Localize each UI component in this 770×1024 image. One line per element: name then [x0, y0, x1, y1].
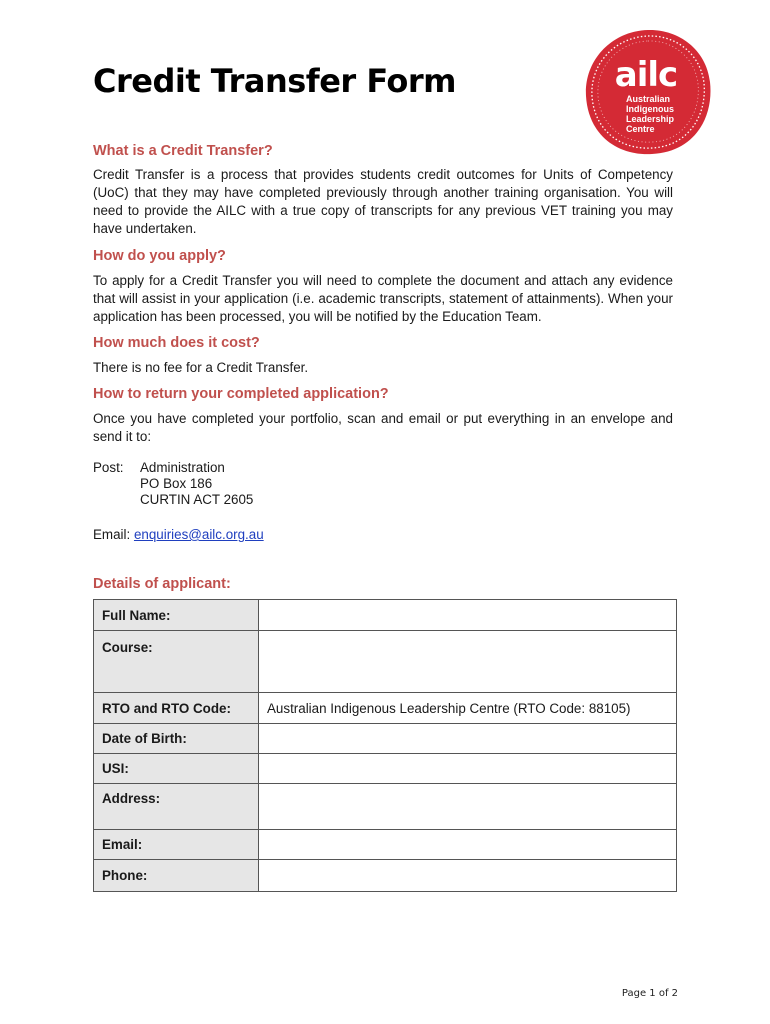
logo-brand: ailc — [614, 55, 678, 95]
paragraph-what-is: Credit Transfer is a process that provides students credit outcomes for Units of Competency (UoC) that they may have completed previously through another training organisation. You will need to provide the AILC with a true copy of transcripts for any previous VET training you may have undertaken. — [93, 167, 673, 236]
paragraph-cost: There is no fee for a Credit Transfer. — [93, 360, 309, 375]
usi-field[interactable] — [259, 754, 677, 784]
table-row — [94, 784, 677, 830]
email-field[interactable] — [259, 830, 677, 860]
rto-field: Australian Indigenous Leadership Centre (RTO Code: 88105) — [259, 693, 677, 724]
heading-how-apply: How do you apply? — [93, 248, 226, 264]
address-line-1: Administration — [140, 460, 225, 475]
logo-line1: Australian — [626, 94, 671, 104]
table-row — [94, 860, 677, 892]
phone-field[interactable] — [259, 860, 677, 892]
page-title: Credit Transfer Form — [93, 62, 457, 100]
table-row — [94, 724, 677, 754]
rto-label: RTO and RTO Code: — [94, 693, 259, 724]
heading-what-is: What is a Credit Transfer? — [93, 143, 273, 159]
dob-label: Date of Birth: — [94, 724, 259, 754]
email-label: Email: — [93, 527, 131, 542]
table-row — [94, 830, 677, 860]
address-field[interactable] — [259, 784, 677, 830]
course-field[interactable] — [259, 631, 677, 693]
table-row — [94, 754, 677, 784]
address-line-2: PO Box 186 — [140, 476, 213, 491]
table-row — [94, 600, 677, 631]
paragraph-how-apply: To apply for a Credit Transfer you will need to complete the document and attach any evidence that will assist in your application (i.e. academic transcripts, statement of attainments). When your application has been processed, you will be notified by the Education Team. — [93, 273, 673, 324]
table-row — [94, 631, 677, 693]
usi-label: USI: — [94, 754, 259, 784]
dob-field[interactable] — [259, 724, 677, 754]
email-line — [93, 526, 673, 544]
email-field-label: Email: — [94, 830, 259, 860]
form-content — [93, 143, 673, 892]
logo-line2: Indigenous — [626, 104, 674, 114]
heading-cost: How much does it cost? — [93, 335, 260, 351]
phone-label: Phone: — [94, 860, 259, 892]
postal-address — [93, 460, 673, 508]
applicant-details-table — [93, 599, 677, 892]
logo-line3: Leadership — [626, 114, 675, 124]
email-link[interactable]: enquiries@ailc.org.au — [133, 527, 264, 542]
heading-return: How to return your completed application? — [93, 386, 389, 402]
full-name-label: Full Name: — [94, 600, 259, 631]
ailc-logo — [582, 26, 714, 158]
table-row — [94, 693, 677, 724]
logo-line4: Centre — [626, 124, 655, 134]
address-label: Address: — [94, 784, 259, 830]
post-label: Post: — [93, 460, 124, 475]
course-label: Course: — [94, 631, 259, 693]
paragraph-return: Once you have completed your portfolio, scan and email or put everything in an envelope and send it to: — [93, 411, 673, 444]
page-number: Page 1 of 2 — [621, 988, 678, 999]
full-name-field[interactable] — [259, 600, 677, 631]
address-line-3: CURTIN ACT 2605 — [140, 492, 254, 507]
heading-details: Details of applicant: — [93, 576, 231, 592]
